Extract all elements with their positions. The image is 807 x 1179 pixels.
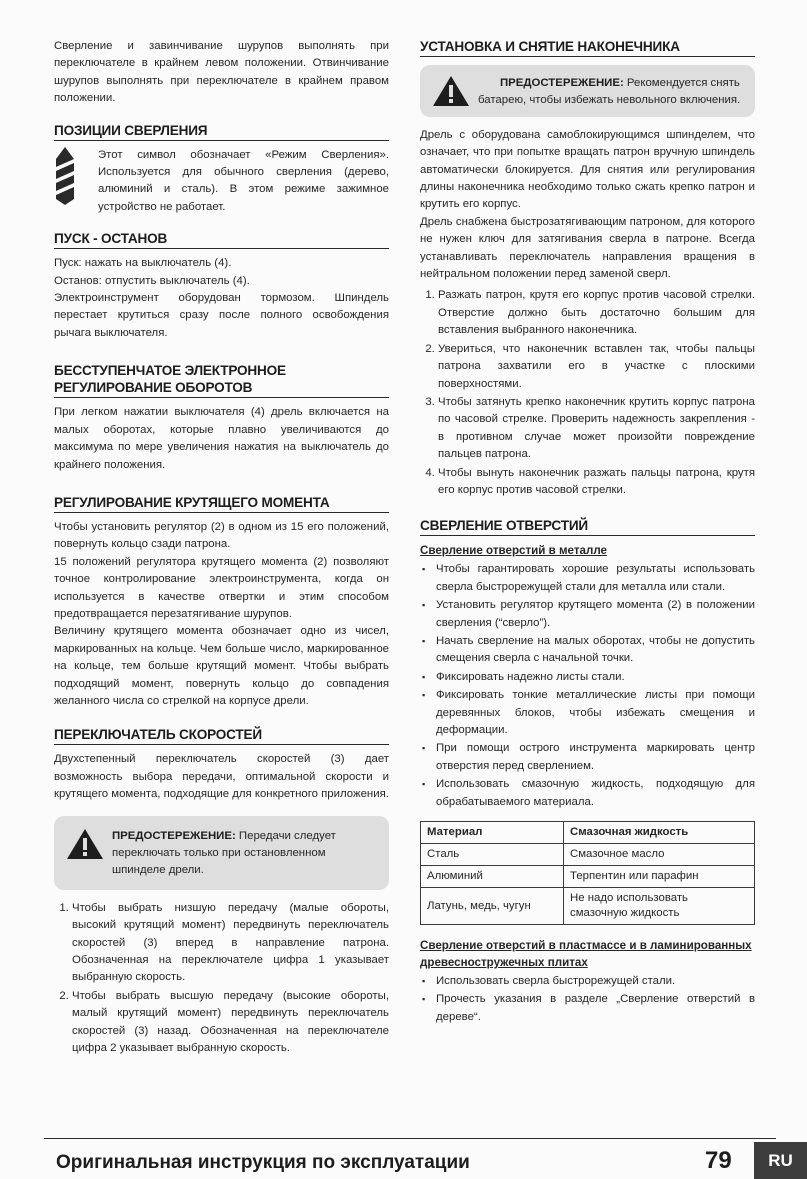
gear-switch-heading: ПЕРЕКЛЮЧАТЕЛЬ СКОРОСТЕЙ (54, 726, 389, 745)
list-item: ▪ При помощи острого инструмента маркировать центр отверстия перед сверлением. (436, 740, 755, 775)
list-item: ▪ Прочесть указания в разделе „Сверление отверстий в дереве“. (436, 991, 755, 1026)
gear-step: 2. Чтобы выбрать высшую передачу (высокие обороты, малый крутящий момент) передвинуть переключатель скоростей (3) назад. Обозначенная на переключателе цифра 2 указывает выбранную скорость. (72, 988, 389, 1058)
gear-steps-list (54, 900, 389, 1058)
gear-warning-text: Передачи следует переключать только при остановленном шпинделе дрели. (112, 829, 336, 877)
table-cell: Алюминий (421, 866, 564, 888)
table-row (421, 866, 755, 888)
brake-text: Электроинструмент оборудован тормозом. Шпиндель перестает крутиться сразу после полного освобождения рычага выключателя. (54, 292, 389, 339)
table-cell: Сталь (421, 844, 564, 866)
torque-text-1: Чтобы установить регулятор (2) в одном из 15 его положений, повернуть кольцо сзади патрона. (54, 520, 389, 551)
left-column (54, 34, 389, 1058)
warning-triangle-icon (432, 75, 470, 113)
start-stop-heading: ПУСК - ОСТАНОВ (54, 230, 389, 249)
keyless-chuck-text: Дрель снабжена быстрозатягивающим патроном, для которого не нужен ключ для затягивания сверла в патроне. Всегда устанавливать переключатель направления вращения в нейтральном положении перед заменой сверл. (420, 215, 755, 281)
battery-warning-text: Рекомендуется снять батарею, чтобы избежать невольного включения. (478, 77, 741, 107)
intro-text: Сверление и завинчивание шурупов выполнять при переключателе в крайнем левом положении. Отвинчивание шурупов выполнять при переключателе в крайнем правом положении. (54, 40, 389, 105)
table-row (421, 844, 755, 866)
stop-line: Останов: отпустить выключатель (4). (54, 274, 250, 287)
battery-warning-box (420, 65, 755, 117)
page-number: 79 (705, 1147, 732, 1174)
list-item: ▪ Фиксировать надежно листы стали. (436, 669, 755, 686)
list-item: ▪ Использовать сверла быстрорежущей стали. (436, 973, 755, 990)
list-item: ▪ Чтобы гарантировать хорошие результаты использовать сверла быстрорежущей стали для металла или стали. (436, 561, 755, 596)
lubricant-table (420, 821, 755, 925)
table-cell: Латунь, медь, чугун (421, 888, 564, 925)
battery-warning-label: ПРЕДОСТЕРЕЖЕНИЕ: (500, 77, 624, 89)
metal-subheading: Сверление отверстий в металле (420, 544, 607, 558)
list-item: ▪ Установить регулятор крутящего момента (2) в положении сверления (“сверло”). (436, 597, 755, 632)
table-header: Материал (421, 822, 564, 844)
torque-heading: РЕГУЛИРОВАНИЕ КРУТЯЩЕГО МОМЕНТА (54, 494, 389, 513)
plastic-list (420, 973, 755, 1026)
bit-steps-list (420, 287, 755, 499)
speed-control-text: При легком нажатии выключателя (4) дрель включается на малых оборотах, которые плавно увеличиваются до максимума по мере увеличения нажатия на выключатель до крайнего положения. (54, 406, 389, 471)
table-cell: Терпентин или парафин (564, 866, 755, 888)
drill-mode-text: Этот символ обозначает «Режим Сверления». Используется для обычного сверления (дерево, алюминий и сталь). В этом режиме зажимное устройство не работает. (98, 148, 389, 213)
start-line: Пуск: нажать на выключатель (4). (54, 257, 232, 270)
gear-step: 1. Чтобы выбрать низшую передачу (малые обороты, высокий крутящий момент) передвинуть переключатель скоростей (3) вперед в направление патрона. Обозначенная на переключателе цифра 1 указывает выбранную скорость. (72, 900, 389, 987)
bit-step: 4. Чтобы вынуть наконечник разжать пальцы патрона, крутя его корпус против часовой стрелки. (438, 465, 755, 500)
table-cell: Не надо использовать смазочную жидкость (564, 888, 755, 925)
table-header: Смазочная жидкость (564, 822, 755, 844)
bit-step: 3. Чтобы затянуть крепко наконечник крутить корпус патрона по часовой стрелке. Проверить надежность закрепления - в противном случае может произойти повреждение пальцев патрона. (438, 394, 755, 464)
table-header-row (421, 822, 755, 844)
gear-warning-label: ПРЕДОСТЕРЕЖЕНИЕ: (112, 829, 236, 842)
table-cell: Смазочное масло (564, 844, 755, 866)
warning-triangle-icon (66, 828, 104, 866)
list-item: ▪ Начать сверление на малых оборотах, чтобы не допустить смещения сверла с начальной точки. (436, 633, 755, 668)
spindle-lock-text: Дрель с оборудована самоблокирующимся шпинделем, что означает, что при попытке вращать патрон вручную шпиндель автоматически блокируется. Для снятия или регулирования длины наконечника необходимо только сжать крепко патрон и крутить его корпус. (420, 128, 755, 211)
table-row (421, 888, 755, 925)
right-column (420, 34, 755, 1027)
metal-list (420, 561, 755, 811)
plastic-subheading: Сверление отверстий в пластмассе и в ламинированных древесностружечных плитах (420, 939, 752, 970)
language-badge: RU (754, 1142, 807, 1179)
torque-text-2: 15 положений регулятора крутящего момента (2) позволяют точное контролирование электроинструмента, когда он используется в качестве отвертки и этим способом предотвращается перезатягивание шурупов. (54, 555, 389, 620)
drilling-holes-heading: СВЕРЛЕНИЕ ОТВЕРСТИЙ (420, 517, 755, 536)
list-item: ▪ Использовать смазочную жидкость, подходящую для обрабатываемого материала. (436, 776, 755, 811)
bit-step: 2. Увериться, что наконечник вставлен так, чтобы пальцы патрона захватили его в участке с плоскими поверхностями. (438, 341, 755, 393)
torque-text-3: Величину крутящего момента обозначает одно из чисел, маркированных на кольце. Чем больше число, маркированное на кольце, тем больше крутящий момент. Чтобы выбрать подходящий момент, повернуть кольцо до совпадения желанного числа со стрелкой на корпусе дрели. (54, 625, 389, 707)
speed-control-heading: БЕССТУПЕНЧАТОЕ ЭЛЕКТРОННОЕ РЕГУЛИРОВАНИЕ ОБОРОТОВ (54, 362, 389, 398)
bit-step: 1. Разжать патрон, крутя его корпус против часовой стрелки. Отверстие должно быть достаточно большим для вставления выбранного наконечника. (438, 287, 755, 339)
gear-switch-text: Двухстепенный переключатель скоростей (3) дает возможность выбора передачи, оптимальной скорости и крутящего момента, подходящие для конкретного приложения. (54, 753, 389, 801)
gear-warning-box (54, 816, 389, 890)
footer-title: Оригинальная инструкция по эксплуатации (56, 1152, 470, 1173)
footer-divider (44, 1138, 776, 1139)
list-item: ▪ Фиксировать тонкие металлические листы при помощи деревянных блоков, чтобы избежать смещения и деформации. (436, 687, 755, 739)
drill-positions-heading: ПОЗИЦИИ СВЕРЛЕНИЯ (54, 122, 389, 141)
drill-mode-block (54, 147, 389, 217)
bit-install-heading: УСТАНОВКА И СНЯТИЕ НАКОНЕЧНИКА (420, 38, 755, 57)
drill-bit-icon (54, 147, 84, 217)
